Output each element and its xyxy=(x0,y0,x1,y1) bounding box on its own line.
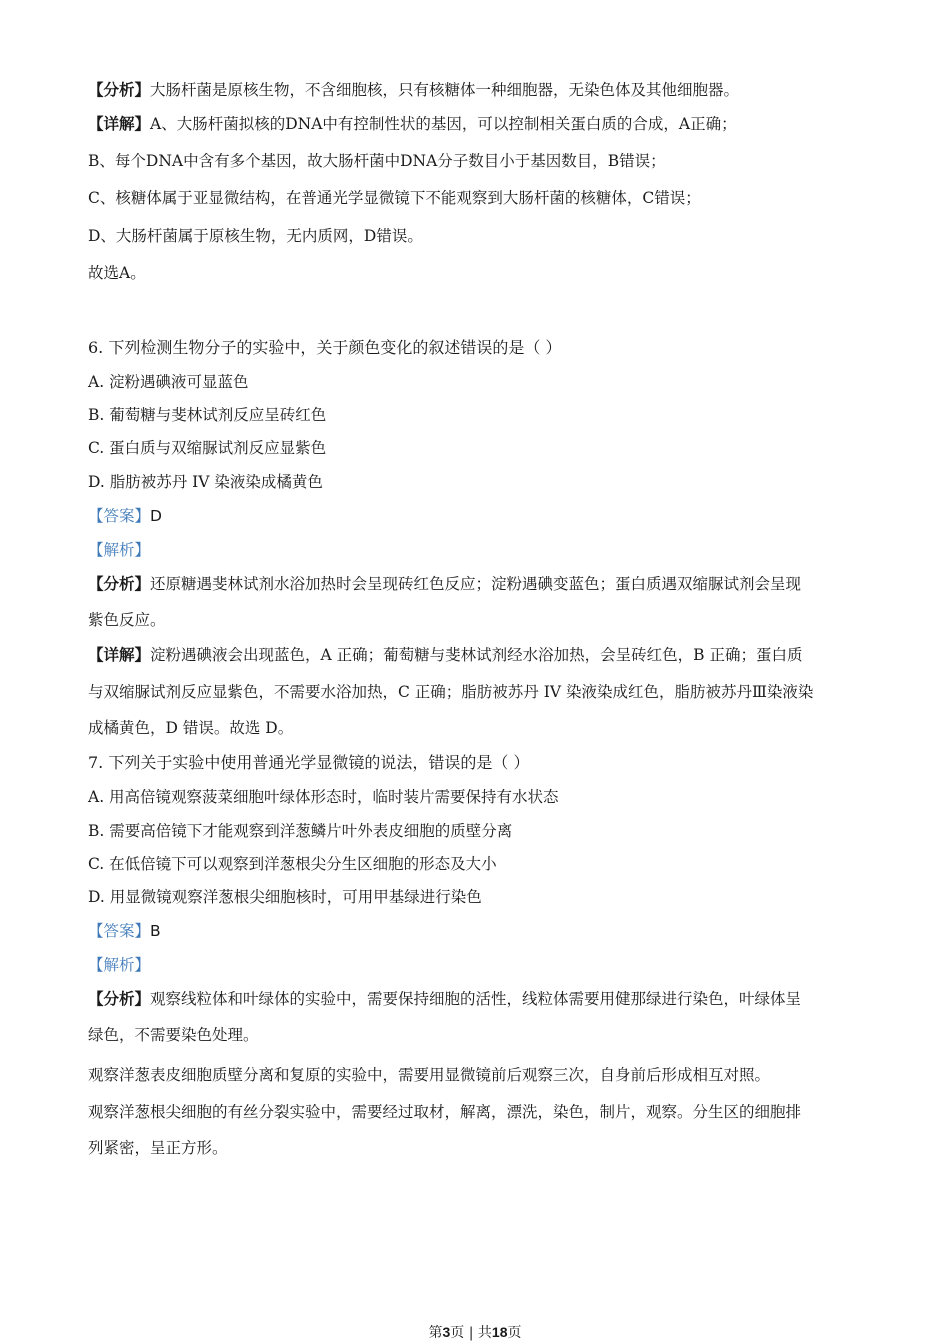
q7-answer: 【答案】B xyxy=(88,922,161,940)
page-number: 3 xyxy=(442,1324,451,1340)
q6-option-d: D. 脂肪被苏丹 IV 染液染成橘黄色 xyxy=(88,473,323,491)
q6-stem: 6. 下列检测生物分子的实验中，关于颜色变化的叙述错误的是（ ） xyxy=(88,338,562,357)
q7-stem: 7. 下列关于实验中使用普通光学显微镜的说法，错误的是（ ） xyxy=(88,753,530,772)
q6-option-a: A. 淀粉遇碘液可显蓝色 xyxy=(88,373,249,391)
prev-option-d-explain: D、大肠杆菌属于原核生物，无内质网，D错误。 xyxy=(88,227,423,245)
prev-choose: 故选A。 xyxy=(88,264,146,282)
q6-answer: 【答案】D xyxy=(88,507,162,525)
total-pages: 18 xyxy=(491,1324,508,1340)
q7-solution-label: 【解析】 xyxy=(88,956,151,974)
q6-analysis: 【分析】还原糖遇斐林试剂水浴加热时会呈现砖红色反应；淀粉遇碘变蓝色；蛋白质遇双缩脲试剂会呈现 xyxy=(88,574,802,593)
q6-detail-cont-1: 与双缩脲试剂反应显紫色，不需要水浴加热，C 正确；脂肪被苏丹 IV 染液染成红色，脂肪被苏丹Ⅲ染液染 xyxy=(88,683,814,701)
prev-option-c-explain: C、核糖体属于亚显微结构，在普通光学显微镜下不能观察到大肠杆菌的核糖体，C错误； xyxy=(88,189,701,207)
prev-detail: 【详解】A、大肠杆菌拟核的DNA中有控制性状的基因，可以控制相关蛋白质的合成，A正确； xyxy=(88,114,737,133)
q7-option-c: C. 在低倍镜下可以观察到洋葱根尖分生区细胞的形态及大小 xyxy=(88,855,497,873)
prev-option-b-explain: B、每个DNA中含有多个基因，故大肠杆菌中DNA分子数目小于基因数目，B错误； xyxy=(88,152,666,170)
page-footer: 第3页 | 共18页 xyxy=(428,1324,522,1341)
q6-analysis-cont: 紫色反应。 xyxy=(88,611,166,629)
q7-analysis-cont: 绿色，不需要染色处理。 xyxy=(88,1026,259,1044)
q7-analysis: 【分析】观察线粒体和叶绿体的实验中，需要保持细胞的活性，线粒体需要用健那绿进行染色，叶绿体呈 xyxy=(88,989,802,1008)
q6-option-b: B. 葡萄糖与斐林试剂反应呈砖红色 xyxy=(88,406,327,424)
q7-option-a: A. 用高倍镜观察菠菜细胞叶绿体形态时，临时装片需要保持有水状态 xyxy=(88,788,559,806)
q7-para-3-cont: 列紧密，呈正方形。 xyxy=(88,1139,228,1157)
q7-option-d: D. 用显微镜观察洋葱根尖细胞核时，可用甲基绿进行染色 xyxy=(88,888,482,906)
q7-para-3: 观察洋葱根尖细胞的有丝分裂实验中，需要经过取材，解离，漂洗，染色，制片，观察。分生区的细胞排 xyxy=(88,1103,802,1121)
q6-solution-label: 【解析】 xyxy=(88,541,151,559)
analysis-label: 【分析】 xyxy=(88,80,151,99)
q7-para-2: 观察洋葱表皮细胞质壁分离和复原的实验中，需要用显微镜前后观察三次，自身前后形成相互对照。 xyxy=(88,1066,771,1084)
q7-option-b: B. 需要高倍镜下才能观察到洋葱鳞片叶外表皮细胞的质壁分离 xyxy=(88,822,513,840)
q6-option-c: C. 蛋白质与双缩脲试剂反应显紫色 xyxy=(88,439,327,457)
prev-analysis: 【分析】大肠杆菌是原核生物，不含细胞核，只有核糖体一种细胞器，无染色体及其他细胞器。 xyxy=(88,80,740,99)
q6-detail-cont-2: 成橘黄色，D 错误。故选 D。 xyxy=(88,719,294,737)
q6-detail: 【详解】淀粉遇碘液会出现蓝色，A 正确；葡萄糖与斐林试剂经水浴加热，会呈砖红色，B 正确；蛋白质 xyxy=(88,645,803,664)
detail-label: 【详解】 xyxy=(88,114,151,133)
